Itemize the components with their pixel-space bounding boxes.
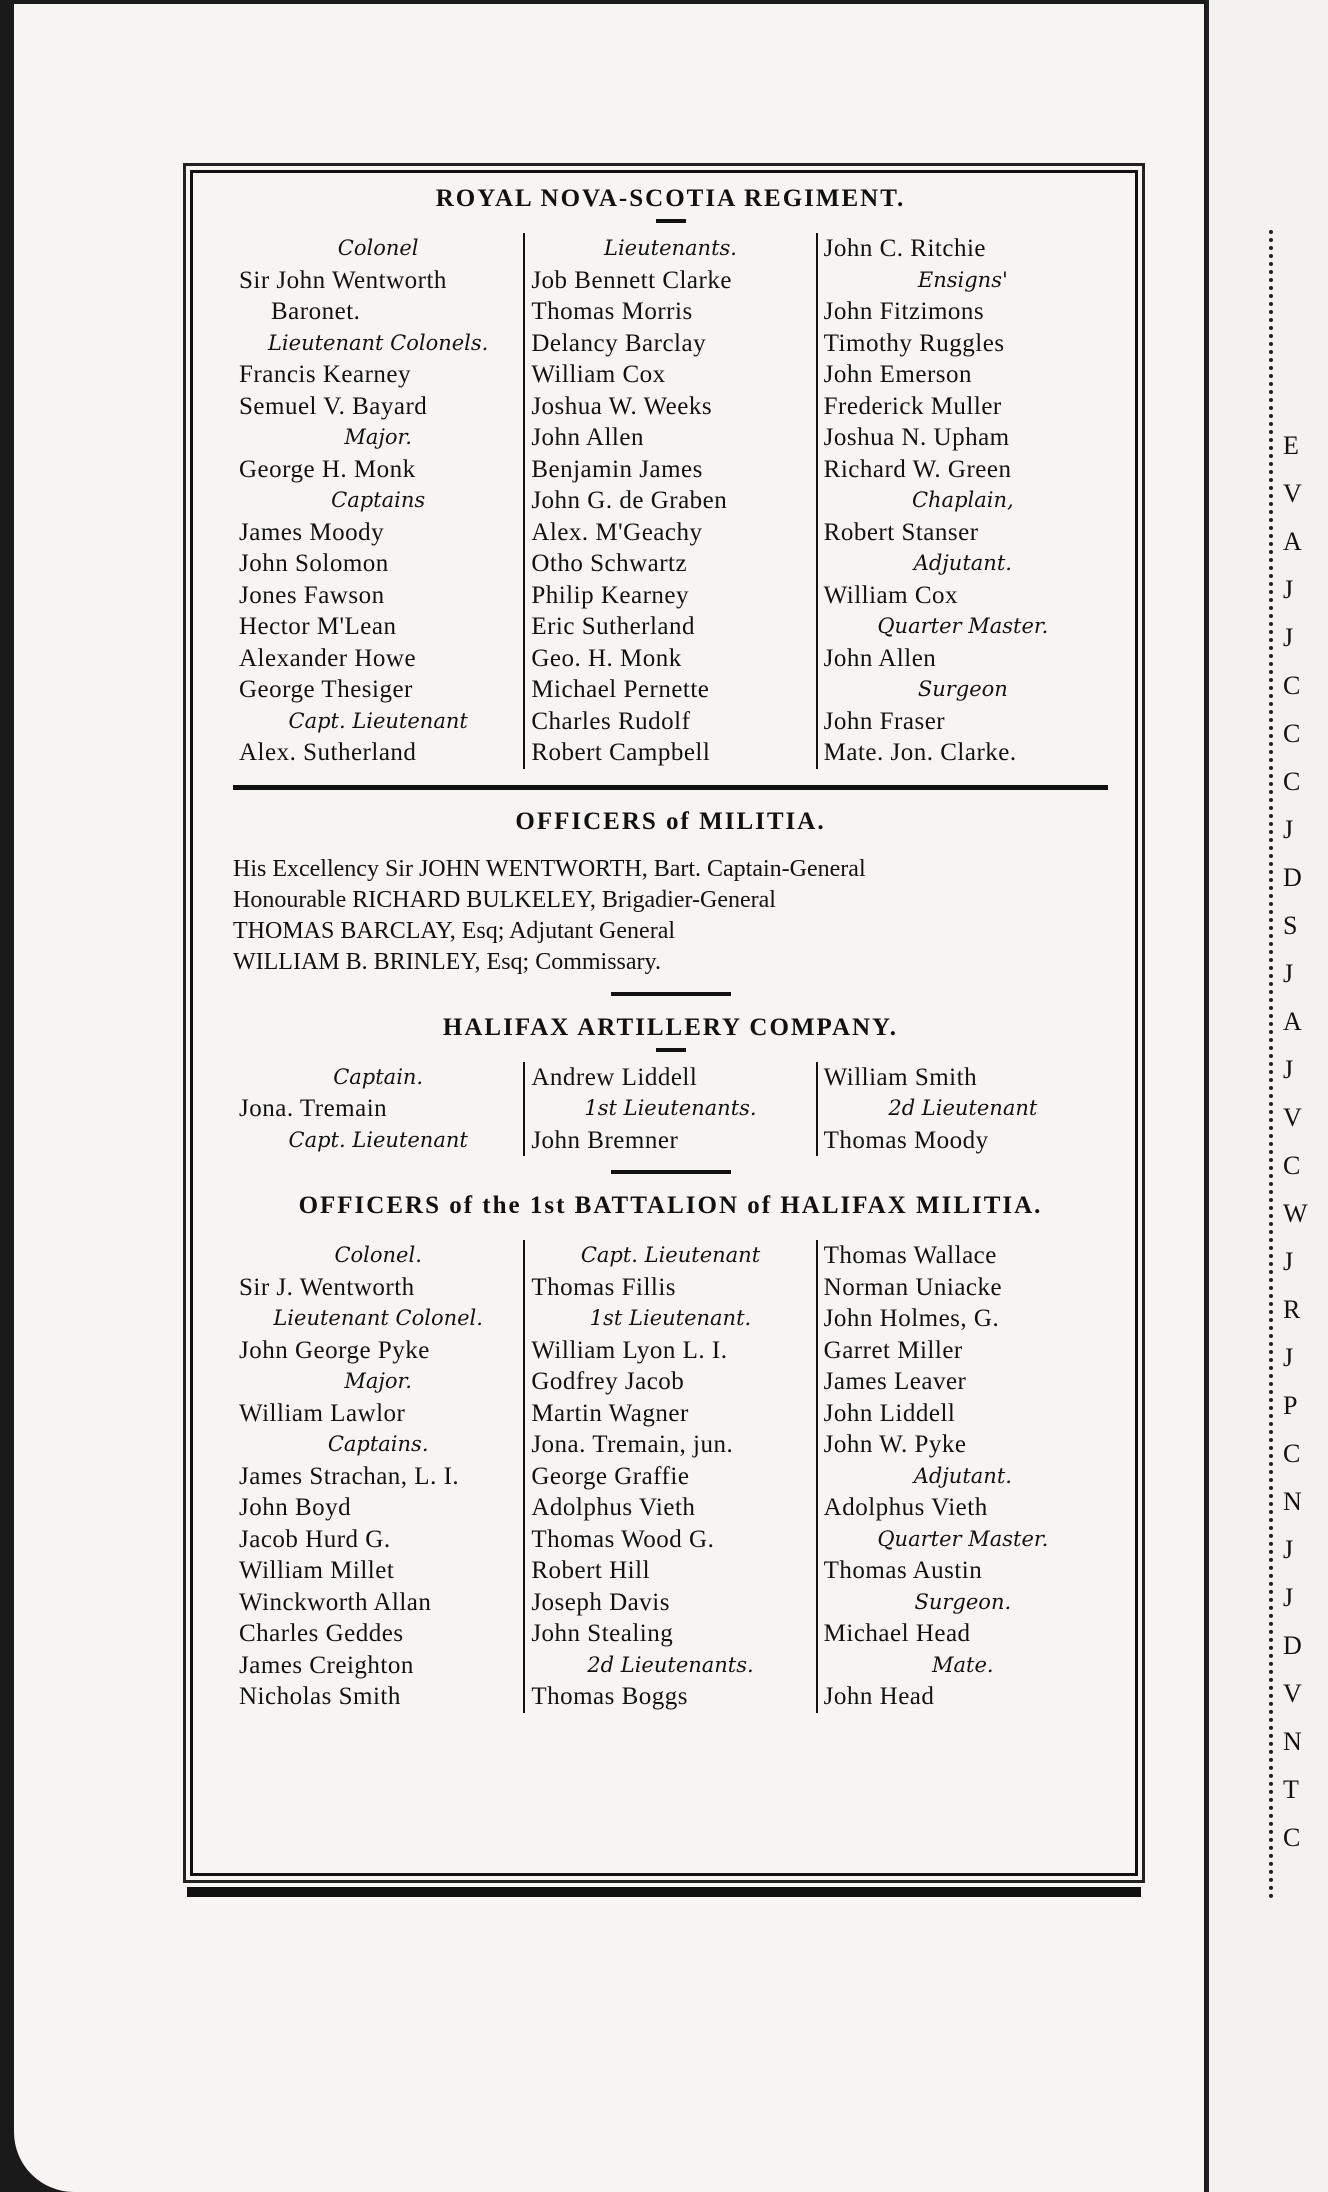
fragment-letter: C [1283, 767, 1301, 796]
officer-name: Alexander Howe [239, 644, 417, 672]
officer-name: Martin Wagner [531, 1399, 689, 1427]
officer-name: John Allen [823, 644, 937, 672]
officer-name: William Millet [239, 1557, 395, 1584]
fragment-letter: J [1283, 1583, 1294, 1612]
officer-name: James Strachan, L. I. [239, 1462, 460, 1490]
officer-name: John Bremner [531, 1126, 679, 1154]
section-divider [233, 785, 1108, 790]
officer-name: Hector M'Lean [239, 613, 397, 640]
fragment-letter: S [1283, 911, 1298, 940]
officer-name: Godfrey Jacob [531, 1368, 685, 1395]
divider [611, 992, 731, 996]
fragment-letter: J [1283, 623, 1294, 652]
militia-line: THOMAS BARCLAY, Esq; Adjutant General [233, 917, 676, 944]
fragment-letter: C [1283, 1439, 1301, 1468]
officer-name: John Fraser [823, 707, 946, 735]
battalion-column [233, 1240, 523, 1713]
officer-name: Thomas Wallace [823, 1242, 997, 1269]
battalion-column [816, 1240, 1108, 1713]
officer-name: James Leaver [823, 1368, 967, 1395]
officer-name: Thomas Fillis [531, 1273, 677, 1301]
officer-name: Mate. Jon. Clarke. [823, 739, 1017, 766]
fragment-letter: J [1283, 1055, 1294, 1084]
rank-heading: Adjutant. [913, 551, 1012, 575]
officer-name: Joseph Davis [531, 1588, 670, 1616]
rank-heading: Captains [331, 488, 426, 512]
regiment-column [523, 233, 815, 769]
officer-name: John C. Ritchie [823, 235, 987, 262]
officer-name: William Cox [823, 581, 959, 609]
officer-name: John Boyd [239, 1494, 352, 1521]
officer-name: James Moody [239, 518, 385, 546]
officer-name: Thomas Moody [823, 1126, 989, 1154]
battalion-columns [233, 1240, 1108, 1713]
militia-line: His Excellency Sir JOHN WENTWORTH, Bart. Captain-General [233, 855, 866, 882]
officer-name: Jona. Tremain, jun. [531, 1431, 734, 1458]
officer-name: John George Pyke [239, 1336, 430, 1364]
fragment-letter: E [1283, 431, 1299, 460]
officer-name: Joshua N. Upham [823, 424, 1010, 451]
fragment-letter: C [1283, 671, 1301, 700]
rank-heading: 1st Lieutenant. [589, 1306, 752, 1330]
artillery-title: HALIFAX ARTILLERY COMPANY. [442, 1013, 899, 1041]
officer-name: Thomas Austin [823, 1557, 983, 1584]
rank-heading: Captains. [327, 1432, 429, 1456]
officer-name: John W. Pyke [823, 1431, 967, 1458]
militia-title: OFFICERS of MILITIA. [515, 807, 826, 835]
bottom-rule [187, 1887, 1141, 1897]
artillery-column [523, 1062, 815, 1157]
officer-name: Norman Uniacke [823, 1273, 1003, 1301]
officer-name: Otho Schwartz [531, 550, 688, 577]
officer-name: Jona. Tremain [239, 1095, 388, 1122]
fragment-letter: V [1283, 1679, 1302, 1708]
militia-line: Honourable RICHARD BULKELEY, Brigadier-General [233, 886, 776, 913]
rank-heading: Major. [344, 425, 412, 449]
officer-name: William Lyon L. I. [531, 1336, 728, 1364]
rank-heading: Lieutenant Colonel. [273, 1306, 483, 1330]
officer-name: John Stealing [531, 1620, 674, 1647]
rank-heading: Lieutenants. [604, 236, 737, 260]
fragment-letter: J [1283, 815, 1294, 844]
regiment-title: ROYAL NOVA-SCOTIA REGIMENT. [435, 185, 906, 212]
rank-heading: Colonel [337, 236, 419, 260]
rank-heading: Chaplain, [911, 488, 1014, 512]
rank-heading: Mate. [932, 1652, 994, 1677]
officer-name: Semuel V. Bayard [239, 392, 428, 420]
divider [656, 219, 686, 223]
fragment-letter: C [1283, 1151, 1301, 1180]
officer-name: Charles Rudolf [531, 707, 691, 735]
militia-line: WILLIAM B. BRINLEY, Esq; Commissary. [233, 948, 661, 975]
officer-name: John Emerson [823, 361, 973, 388]
officer-name: Charles Geddes [239, 1620, 404, 1647]
fragment-letter: T [1283, 1775, 1299, 1804]
rank-heading: Capt. Lieutenant [288, 1127, 468, 1152]
rank-heading: 2d Lieutenants. [587, 1652, 754, 1677]
register-content [233, 185, 1108, 1713]
fragment-letter: A [1283, 527, 1302, 556]
officer-name: John Liddell [823, 1399, 956, 1427]
fragment-letter: D [1283, 863, 1302, 892]
page-gutter [1269, 230, 1283, 1900]
officer-name: John G. de Graben [531, 487, 728, 514]
rank-heading: Surgeon. [914, 1589, 1012, 1614]
officer-name: Francis Kearney [239, 361, 412, 388]
rank-heading: Quarter Master. [877, 1526, 1049, 1551]
artillery-column [816, 1062, 1108, 1157]
officer-name: William Lawlor [239, 1399, 406, 1427]
officer-name: Alex. Sutherland [239, 739, 417, 766]
officer-name: Thomas Morris [531, 298, 693, 325]
divider [656, 1048, 686, 1052]
officer-name: George Graffie [531, 1462, 690, 1490]
regiment-column [233, 233, 523, 769]
officer-name: Joshua W. Weeks [531, 392, 713, 420]
officer-name: Robert Campbell [531, 739, 711, 766]
rank-heading: Major. [344, 1369, 412, 1393]
artillery-columns [233, 1062, 1108, 1157]
fragment-letter: W [1283, 1199, 1308, 1228]
officer-name: John Head [823, 1683, 935, 1710]
fragment-letter: C [1283, 719, 1301, 748]
fragment-letter: N [1283, 1487, 1302, 1516]
officer-name: Benjamin James [531, 455, 703, 483]
fragment-letter: J [1283, 575, 1294, 604]
militia-list [233, 854, 1108, 978]
officer-name: William Cox [531, 361, 666, 388]
officer-name: Adolphus Vieth [823, 1494, 988, 1521]
officer-name: Jacob Hurd G. [239, 1525, 391, 1553]
officer-name: Thomas Boggs [531, 1683, 689, 1710]
rank-heading: 2d Lieutenant [888, 1096, 1038, 1120]
officer-name: John Holmes, G. [823, 1305, 1000, 1332]
regiment-columns [233, 233, 1108, 769]
officer-name: Nicholas Smith [239, 1683, 401, 1710]
officer-name: Geo. H. Monk [531, 644, 682, 672]
officer-name: Adolphus Vieth [531, 1494, 696, 1521]
officer-name: John Allen [531, 424, 644, 451]
officer-name: John Fitzimons [823, 298, 985, 325]
officer-name: John Solomon [239, 550, 389, 577]
officer-name: Winckworth Allan [239, 1588, 432, 1616]
officer-name: George Thesiger [239, 676, 413, 703]
register-frame [190, 170, 1138, 1876]
officer-name: Michael Pernette [531, 676, 710, 703]
fragment-letter: J [1283, 959, 1294, 988]
artillery-column [233, 1062, 523, 1157]
fragment-letter: A [1283, 1007, 1302, 1036]
fragment-letter: J [1283, 1535, 1294, 1564]
officer-name: Alex. M'Geachy [531, 518, 703, 546]
rank-heading: Quarter Master. [877, 614, 1049, 638]
rank-heading: Surgeon [917, 677, 1008, 701]
fragment-letter: V [1283, 479, 1302, 508]
fragment-letter: R [1283, 1295, 1301, 1324]
officer-name: Robert Stanser [823, 518, 979, 546]
fragment-letter: V [1283, 1103, 1302, 1132]
rank-heading: Ensigns' [917, 267, 1008, 292]
battalion-title: OFFICERS of the 1st BATTALION of HALIFAX MILITIA. [298, 1192, 1043, 1219]
rank-heading: Capt. Lieutenant [580, 1243, 761, 1267]
officer-name: Richard W. Green [823, 455, 1012, 483]
officer-name: Job Bennett Clarke [531, 266, 732, 294]
fragment-letter: J [1283, 1343, 1294, 1372]
regiment-column [816, 233, 1108, 769]
officer-name: Jones Fawson [239, 581, 385, 609]
officer-name: Garret Miller [823, 1336, 963, 1364]
fragment-letter: N [1283, 1727, 1302, 1756]
rank-heading: 1st Lieutenants. [584, 1096, 757, 1120]
officer-name: Sir John Wentworth [239, 266, 447, 294]
officer-name: Sir J. Wentworth [239, 1273, 415, 1301]
officer-name: James Creighton [239, 1651, 414, 1679]
officer-name: Michael Head [823, 1620, 971, 1647]
rank-heading: Adjutant. [913, 1463, 1012, 1488]
officer-name: William Smith [823, 1063, 978, 1091]
officer-name: Thomas Wood G. [531, 1525, 715, 1553]
officer-name: George H. Monk [239, 455, 416, 483]
rank-heading: Captain. [333, 1064, 424, 1089]
officer-name: Eric Sutherland [531, 613, 696, 640]
battalion-column [523, 1240, 815, 1713]
right-page [1206, 0, 1328, 2192]
fragment-letter: D [1283, 1631, 1302, 1660]
divider [611, 1170, 731, 1174]
fragment-letter: J [1283, 1247, 1294, 1276]
officer-name: Timothy Ruggles [823, 329, 1005, 357]
rank-heading: Lieutenant Colonels. [267, 330, 489, 355]
officer-name: Baronet. [271, 298, 361, 325]
fragment-letter: C [1283, 1823, 1301, 1852]
officer-name: Delancy Barclay [531, 329, 707, 357]
fragment-letter: P [1283, 1391, 1298, 1420]
rank-heading: Capt. Lieutenant [288, 708, 468, 733]
officer-name: Philip Kearney [531, 581, 689, 609]
officer-name: Frederick Muller [823, 392, 1002, 420]
officer-name: Andrew Liddell [531, 1063, 698, 1091]
rank-heading: Colonel. [334, 1243, 422, 1267]
officer-name: Robert Hill [531, 1557, 651, 1584]
